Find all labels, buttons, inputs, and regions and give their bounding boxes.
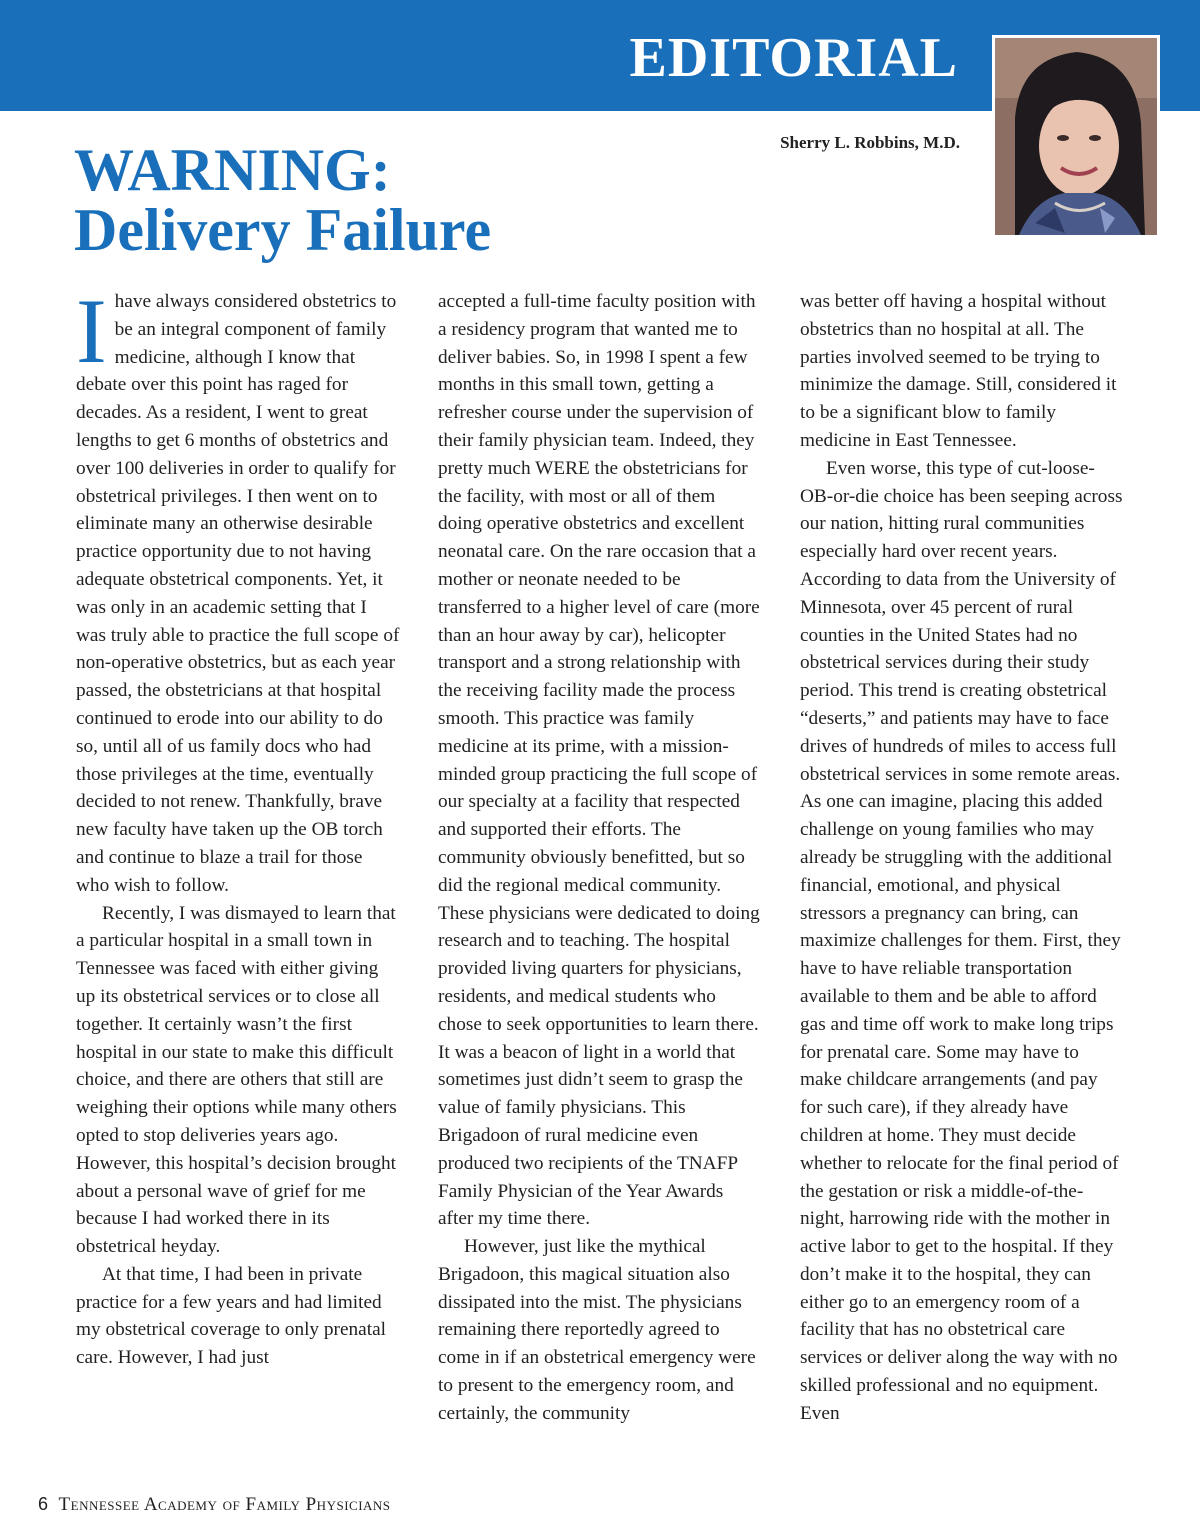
headline-line-1: WARNING: [74, 137, 391, 203]
headline-line-2: Delivery Failure [74, 197, 492, 263]
paragraph: Recently, I was dismayed to learn that a particular hospital in a small town in Tennessee was faced with either giving up its obstetrical services or to close all together. It certainly wasn’t the first hospital in our state to make this difficult choice, and there are others that still are weighing their options while many others opted to stop deliveries years ago. However, this hospital’s decision brought about a personal wave of grief for me because I had worked there in its obstetrical heyday. [76, 902, 397, 1258]
section-label: EDITORIAL [629, 27, 958, 89]
paragraph-text: have always considered obstetrics to be an integral component of family medicine, although I know that debate over this point has raged for decades. As a resident, I went to great lengths to get 6 months of obstetrics and over 100 deliveries in order to qualify for obstetrical privileges. I then went on to eliminate many an otherwise desirable practice opportunity due to not having adequate obstetrical components. Yet, it was only in an academic setting that I was truly able to practice the full scope of non-operative obstetrics, but as each year passed, the obstetricians at that hospital continued to erode into our ability to do so, until all of us family docs who had those privileges at the time, eventually decided to not renew. Thankfully, brave new faculty have taken up the OB torch and continue to blaze a trail for those who wish to follow. [76, 291, 400, 896]
article-column-3 [800, 288, 1124, 1428]
page-number: 6 [38, 1494, 49, 1514]
page-footer [38, 1494, 391, 1516]
author-portrait-image [995, 38, 1157, 235]
author-byline: Sherry L. Robbins, M.D. [780, 133, 960, 152]
paragraph: was better off having a hospital without obstetrics than no hospital at all. The parties involved seemed to be trying to minimize the damage. Still, considered it to be a significant blow to family medicine in East Tennessee. [800, 291, 1117, 451]
article-column-1 [76, 280, 400, 1428]
paragraph: At that time, I had been in private practice for a few years and had limited my obstetrical coverage to only prenatal care. However, I had just [76, 1263, 386, 1369]
author-photo [992, 35, 1160, 238]
paragraph: Even worse, this type of cut-loose-OB-or-die choice has been seeping across our nation, hitting rural communities especially hard over recent years. According to data from the University of Minnesota, over 45 percent of rural counties in the United States had no obstetrical services during their study period. This trend is creating obstetrical “deserts,” and patients may have to face drives of hundreds of miles to access full obstetrical services in some remote areas. As one can imagine, placing this added challenge on young families who may already be struggling with the additional financial, emotional, and physical stressors a pregnancy can bring, can maximize challenges for them. First, they have to have reliable transportation available to them and be able to afford gas and time off work to make long trips for prenatal care. Some may have to make childcare arrangements (and pay for such care), if they already have children at home. They must decide whether to relocate for the final period of the gestation or risk a middle-of-the-night, harrowing ride with the mother in active labor to get to the hospital. If they don’t make it to the hospital, they can either go to an emergency room of a facility that has no obstetrical care services or deliver along the way with no skilled professional and no equipment. Even [800, 457, 1123, 1424]
publication-name: Tennessee Academy of Family Physicians [58, 1494, 391, 1515]
paragraph: However, just like the mythical Brigadoon, this magical situation also dissipated into the mist. The physicians remaining there reportedly agreed to come in if an obstetrical emergency were to present to the emergency room, and certainly, the community [438, 1236, 756, 1424]
paragraph: accepted a full-time faculty position with a residency program that wanted me to deliver babies. So, in 1998 I spent a few months in this small town, getting a refresher course under the supervision of their family physician team. Indeed, they pretty much WERE the obstetricians for the facility, with most or all of them doing operative obstetrics and excellent neonatal care. On the rare occasion that a mother or neonate needed to be transferred to a higher level of care (more than an hour away by car), helicopter transport and a strong relationship with the receiving facility made the process smooth. This practice was family medicine at its prime, with a mission-minded group practicing the full scope of our specialty at a facility that respected and supported their efforts. The community obviously benefitted, but so did the regional medical community. These physicians were dedicated to doing research and to teaching. The hospital provided living quarters for physicians, residents, and medical students who chose to seek opportunities to learn there. It was a beacon of light in a world that sometimes just didn’t seem to grasp the value of family physicians. This Brigadoon of rural medicine even produced two recipients of the TNAFP Family Physician of the Year Awards after my time there. [438, 291, 760, 1230]
article-body [76, 280, 1128, 1428]
paragraph [76, 280, 400, 900]
article-headline [74, 137, 492, 263]
article-column-2 [438, 288, 762, 1428]
drop-cap: I [76, 280, 107, 382]
